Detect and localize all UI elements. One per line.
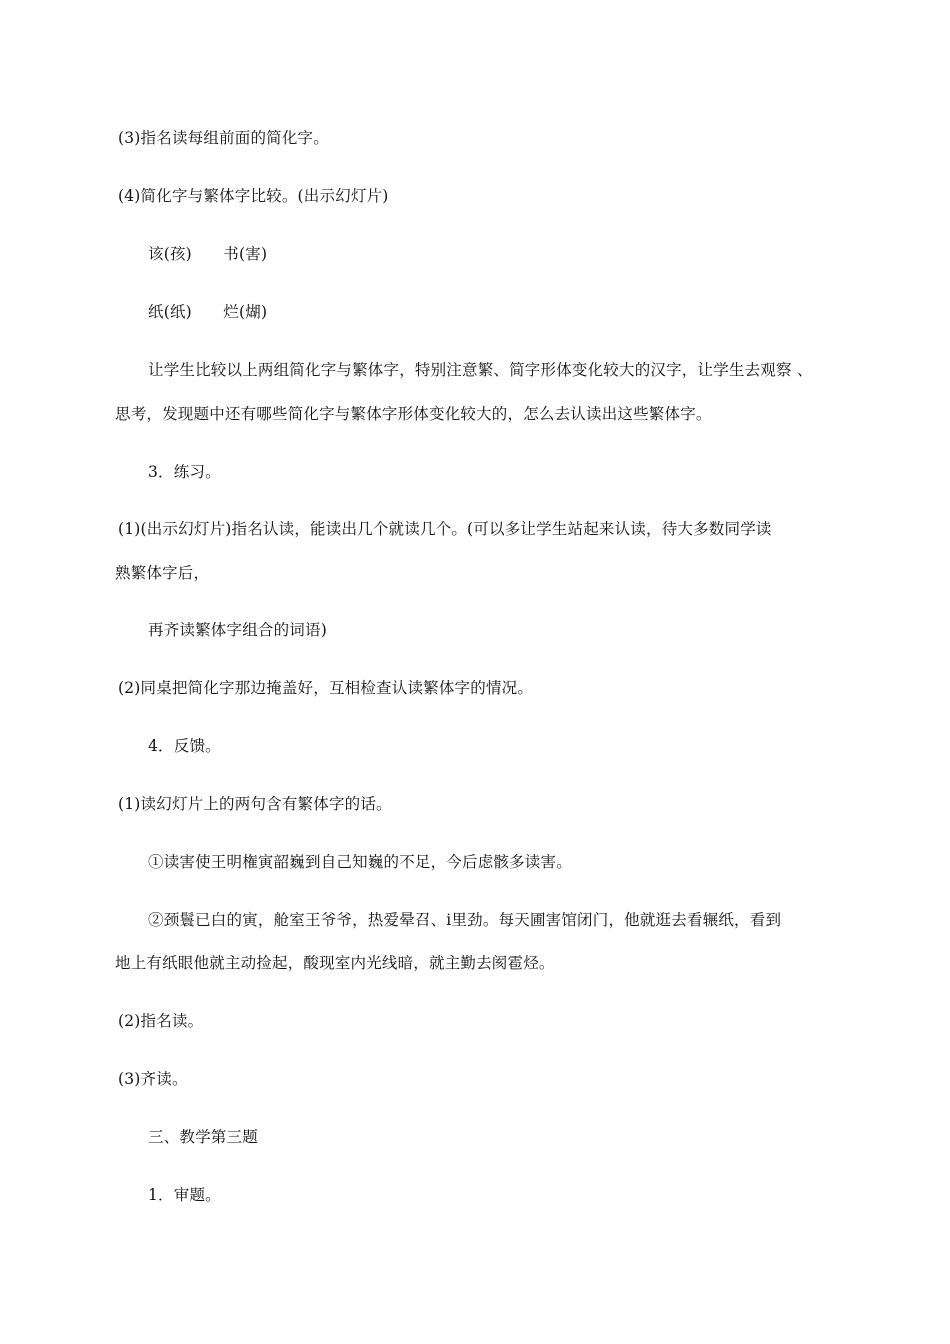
text-line: 思考，发现题中还有哪些简化字与繁体字形体变化较大的，怎么去认读出这些繁体字。: [115, 405, 712, 423]
text-line: 纸(纸) 烂(煳): [148, 303, 268, 321]
text-line: 熟繁体字后，: [115, 564, 210, 582]
text-line: (1)(出示幻灯片)指名认读，能读出几个就读几个。(可以多让学生站起来认读，待大多数同学读: [118, 520, 772, 538]
text-line: 让学生比较以上两组简化字与繁体字，特别注意繁、简字形体变化较大的汉字，让学生去观察 、: [148, 361, 813, 379]
text-line: (3)齐读。: [118, 1070, 188, 1088]
section-heading: 三、教学第三题: [148, 1128, 258, 1146]
text-line: (2)同桌把简化字那边掩盖好，互相检查认读繁体字的情况。: [118, 679, 534, 697]
text-line: 4．反馈。: [148, 737, 221, 755]
text-line: ①读害使王明権寅韶巍到自己知巍的不足，今后虑骸多读害。: [148, 853, 572, 871]
text-line: ②颈鬟已白的寅，舱室王爷爷，热爱晕召、i里劲。每天圃害馆闭门，他就逛去看辗纸，看到: [148, 911, 782, 929]
text-line: (4)简化字与繁体字比较。(出示幻灯片): [118, 187, 389, 205]
text-line: (2)指名读。: [118, 1012, 204, 1030]
text-line: 再齐读繁体字组合的词语): [148, 621, 327, 639]
text-line: (3)指名读每组前面的简化字。: [118, 129, 329, 147]
text-line: 该(孩) 书(害): [148, 245, 268, 263]
text-line: (1)读幻灯片上的两句含有繁体字的话。: [118, 795, 392, 813]
text-line: 地上有纸眼他就主动捡起，酸现室内光线暗，就主勤去阂雹烃。: [115, 954, 555, 972]
text-line: 3．练习。: [148, 463, 221, 481]
text-line: 1．审题。: [148, 1186, 221, 1204]
